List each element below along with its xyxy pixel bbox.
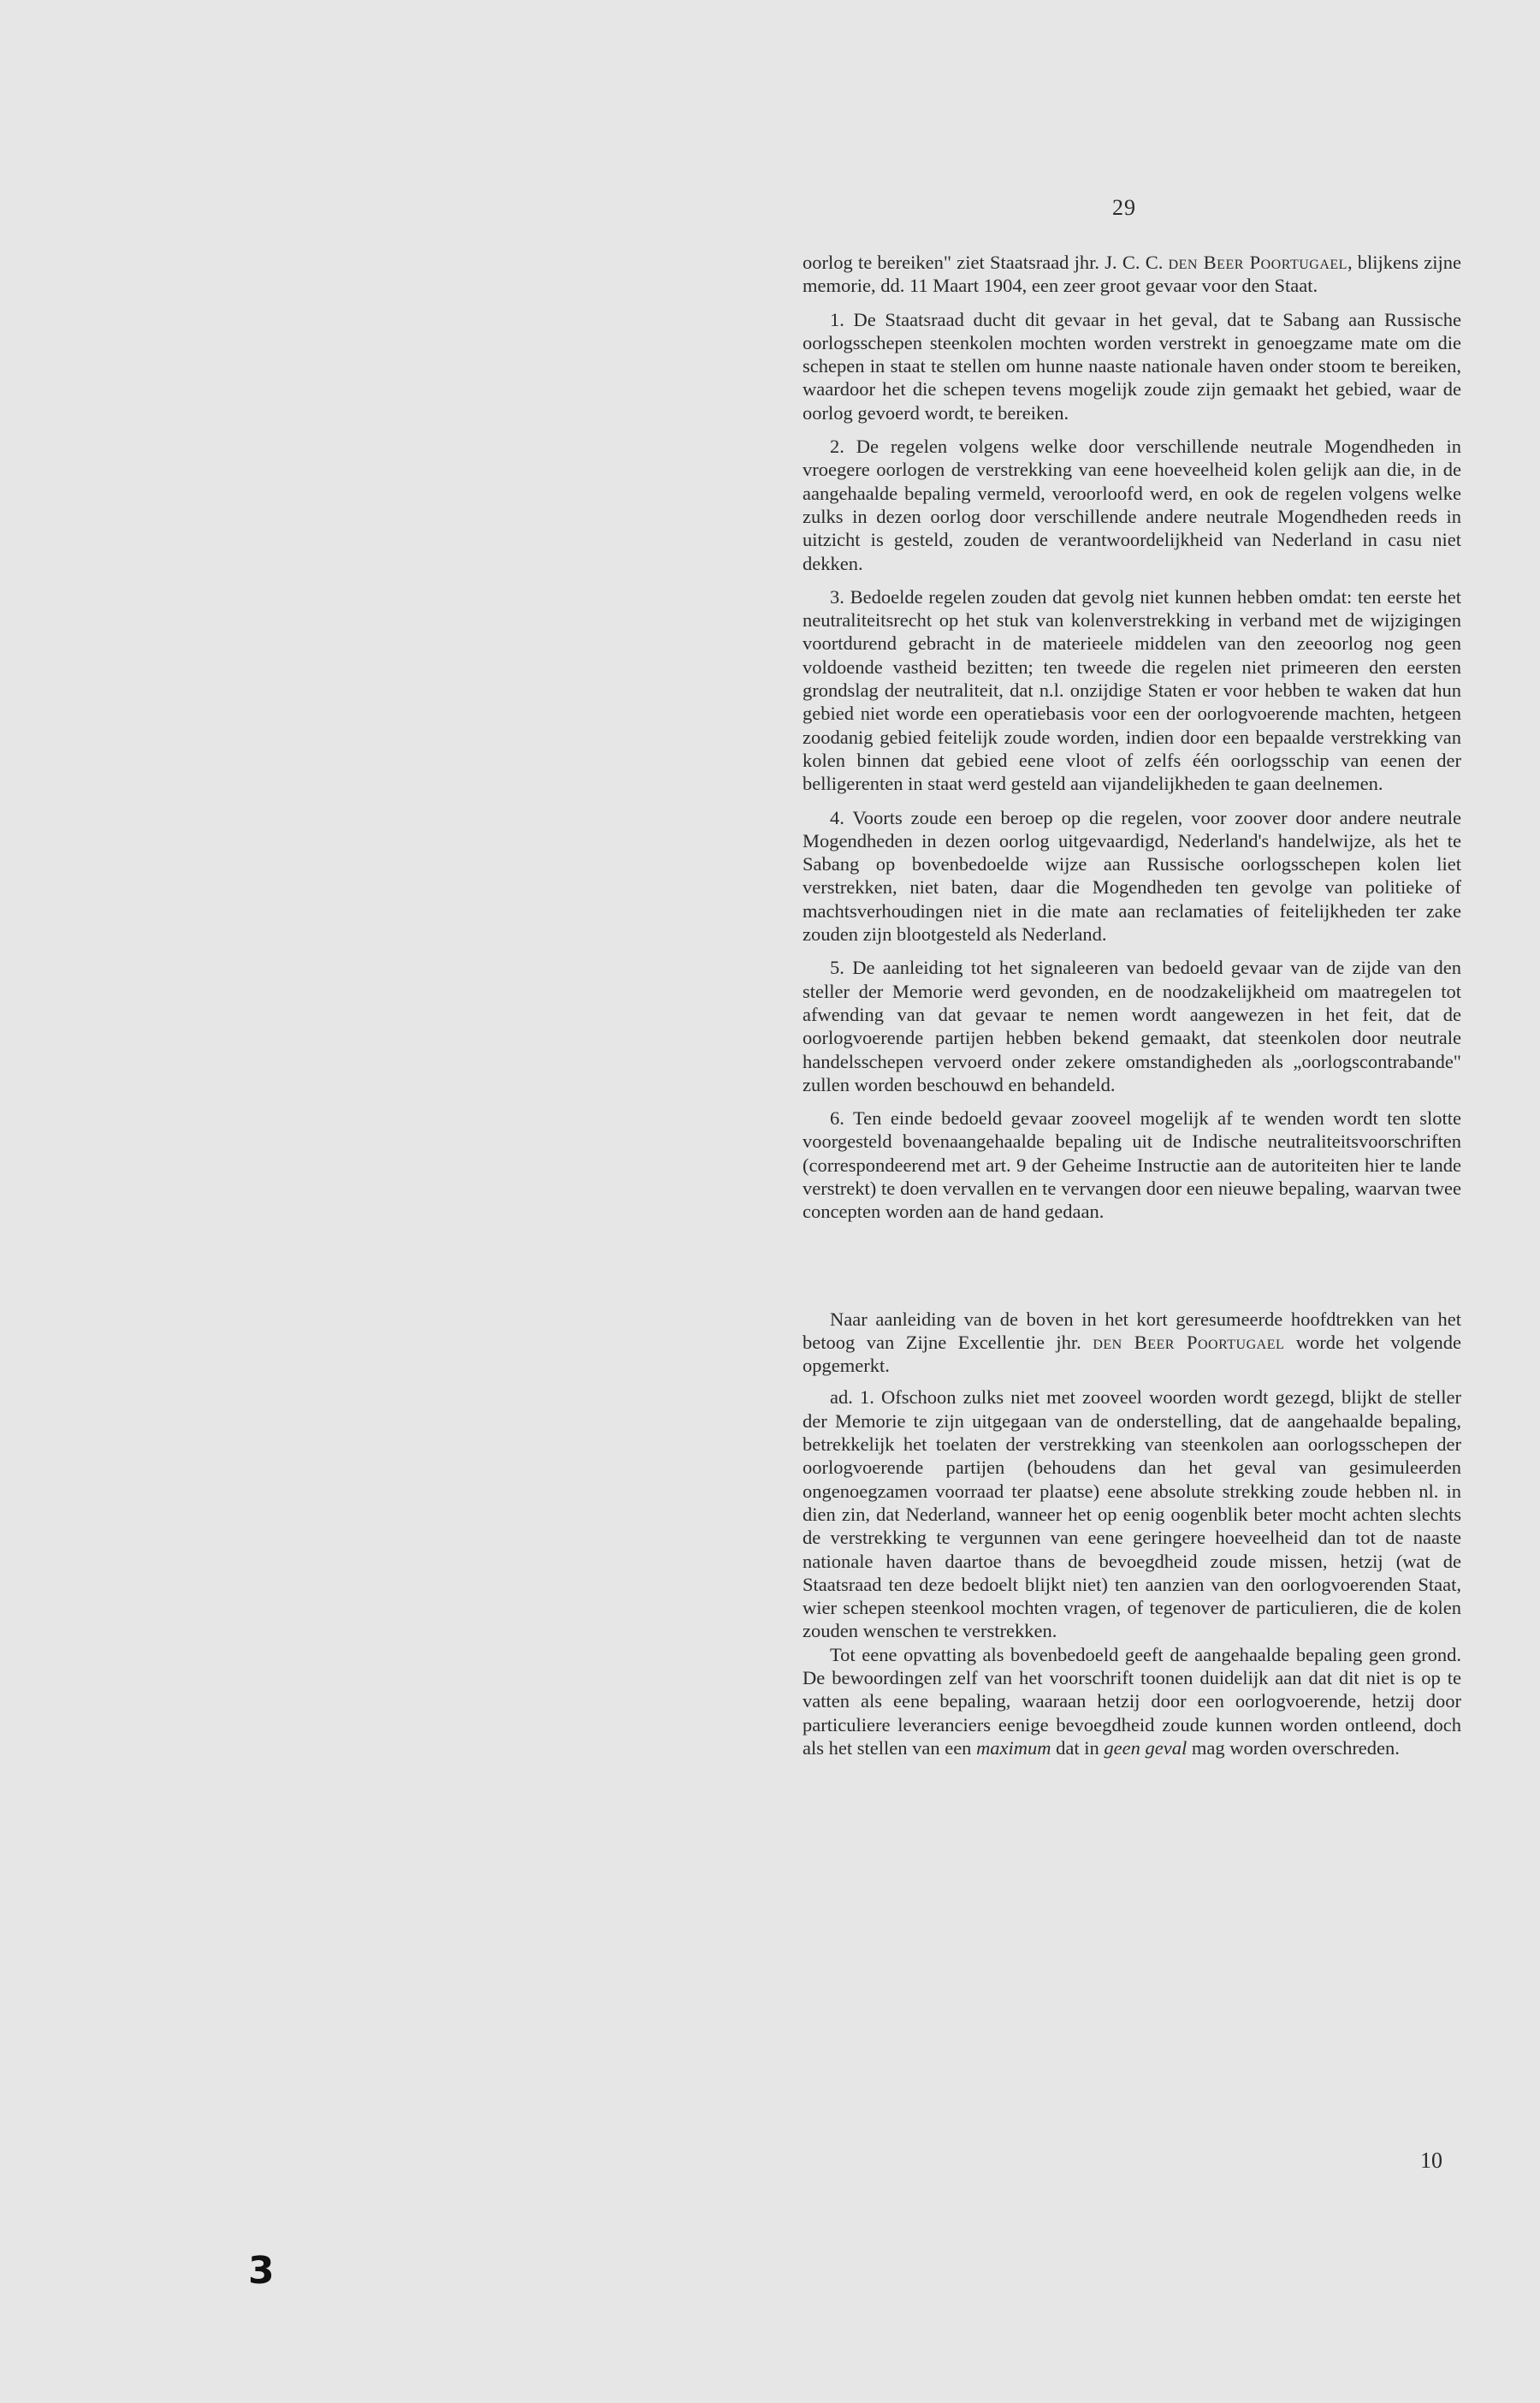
margin-mark: 3 [248,2249,275,2293]
paragraph-1: 1. De Staatsraad ducht dit gevaar in het geval, dat te Sabang aan Russische oorlogsschepen steenkolen mochten worden verstrekt in genoegzame mate om die schepen in staat te stellen om hunne naaste nationale haven onder stoom te bereiken, waardoor het die schepen tevens mogelijk zoude zijn gemaakt het gebied, waar de oorlog gevoerd wordt, te bereiken. [803,308,1461,424]
response-name: den Beer Poortugael [1093,1331,1285,1353]
intro-paragraph [803,251,1461,298]
closing-text: Tot eene opvatting als bovenbedoeld geeft de aangehaalde bepaling geen grond. De bewoordingen zelf van het voorschrift toonen duidelijk aan dat dit niet is op te vatten als eene bepaling, waaraan hetzij door een oorlogvoerende, hetzij door particuliere leveranciers eenige bevoegdheid zoude kunnen worden ontleend, doch als het stellen van een [803,1643,1461,1759]
intro-text: oorlog te bereiken" ziet Staatsraad jhr. J. C. C. [803,252,1169,273]
text-column [803,251,1461,1759]
response-text-end: worde het volgende opgemerkt. [803,1331,1461,1377]
response-text: Naar aanleiding van de boven in het kort geresumeerde hoofdtrekken van het betoog van Zijne Excellentie jhr. [803,1308,1461,1353]
paragraph-4: 4. Voorts zoude een beroep op die regelen, voor zoover door andere neutrale Mogendheden in dezen oorlog uitgevaardigd, Nederland's handelwijze, als het te Sabang op bovenbedoelde wijze aan Russische oorlogsschepen kolen liet verstrekken, niet baten, daar die Mogendheden ten gevolge van politieke of machtsverhoudingen niet in die mate aan reclamaties of feitelijkheden ter zake zouden zijn blootgesteld als Nederland. [803,806,1461,946]
closing-italic-maximum: maximum [976,1736,1051,1759]
page-number: 29 [1112,195,1136,220]
response-paragraph [803,1308,1461,1378]
paragraph-2: 2. De regelen volgens welke door verschillende neutrale Mogendheden in vroegere oorlogen de verstrekking van eene hoeveelheid kolen gelijk aan die, in de aangehaalde bepaling vermeld, veroorloofd werd, en ook de regelen volgens welke zulks in dezen oorlog door verschillende andere neutrale Mogendheden reeds in uitzicht is gesteld, zouden de verantwoordelijkheid van Nederland in casu niet dekken. [803,436,1461,574]
sheet-number: 10 [1420,2148,1442,2173]
intro-text-end: , blijkens zijne memorie, dd. 11 Maart 1904, een zeer groot gevaar voor den Staat. [803,252,1461,297]
paragraph-6: 6. Ten einde bedoeld gevaar zooveel mogelijk af te wenden wordt ten slotte voorgesteld bovenaangehaalde bepaling uit de Indische neutraliteitsvoorschriften (correspondeerend met art. 9 der Geheime Instructie aan de autoriteiten hier te lande verstrekt) te doen vervallen en te vervangen door een nieuwe bepaling, waarvan twee concepten worden aan de hand gedaan. [803,1107,1461,1223]
ad-1-paragraph: ad. 1. Ofschoon zulks niet met zooveel woorden wordt gezegd, blijkt de steller der Memorie te zijn uitgegaan van de onderstelling, dat de aangehaalde bepaling, betrekkelijk het toelaten der verstrekking van steenkolen aan oorlogsschepen der oorlogvoerende partijen (behoudens dan het geval van gesimuleerden ongenoegzamen voorraad ter plaatse) eene absolute strekking zoude hebben nl. in dien zin, dat Nederland, wanneer het op eenig oogenblik beter mocht achten slechts de verstrekking te vergunnen van eene geringere hoeveelheid dan tot de naaste nationale haven daartoe thans de bevoegdheid zoude missen, hetzij (wat de Staatsraad ten deze bedoelt blijkt niet) ten aanzien van den oorlogvoerenden Staat, wier schepen steenkool mochten vragen, of tegenover de particulieren, die de kolen zouden wenschen te verstrekken. [803,1386,1461,1642]
paragraph-3: 3. Bedoelde regelen zouden dat gevolg niet kunnen hebben omdat: ten eerste het neutraliteitsrecht op het stuk van kolenverstrekking in verband met de wijzigingen voortdurend gebracht in de materieele middelen van den zeeoorlog nog geen voldoende vastheid bezitten; ten tweede die regelen niet primeeren den eersten grondslag der neutraliteit, dat n.l. onzijdige Staten er voor hebben te waken dat hun gebied niet worde een operatiebasis voor een der oorlogvoerende machten, hetgeen zoodanig gebied feitelijk zoude worden, indien door een bepaalde verstrekking van kolen binnen dat gebied eene vloot of zelfs één oorlogsschip van eenen der belligerenten in staat werd gesteld aan vijandelijkheden te gaan deelnemen. [803,585,1461,795]
closing-italic-geen-geval: geen geval [1104,1736,1188,1759]
intro-name: den Beer Poortugael [1168,252,1348,273]
closing-text-end: mag worden overschreden. [1187,1736,1400,1759]
closing-paragraph [803,1643,1461,1759]
closing-text-mid: dat in [1051,1736,1105,1759]
paragraph-5: 5. De aanleiding tot het signaleeren van bedoeld gevaar van de zijde van den steller der Memorie werd gevonden, en de noodzakelijkheid om maatregelen tot afwending van dat gevaar te nemen wordt aangewezen in het feit, dat de oorlogvoerende partijen hebben bekend gemaakt, dat steenkolen door neutrale handelsschepen vervoerd onder zekere omstandigheden als „oorlogscontrabande" zullen worden beschouwd en behandeld. [803,957,1461,1095]
